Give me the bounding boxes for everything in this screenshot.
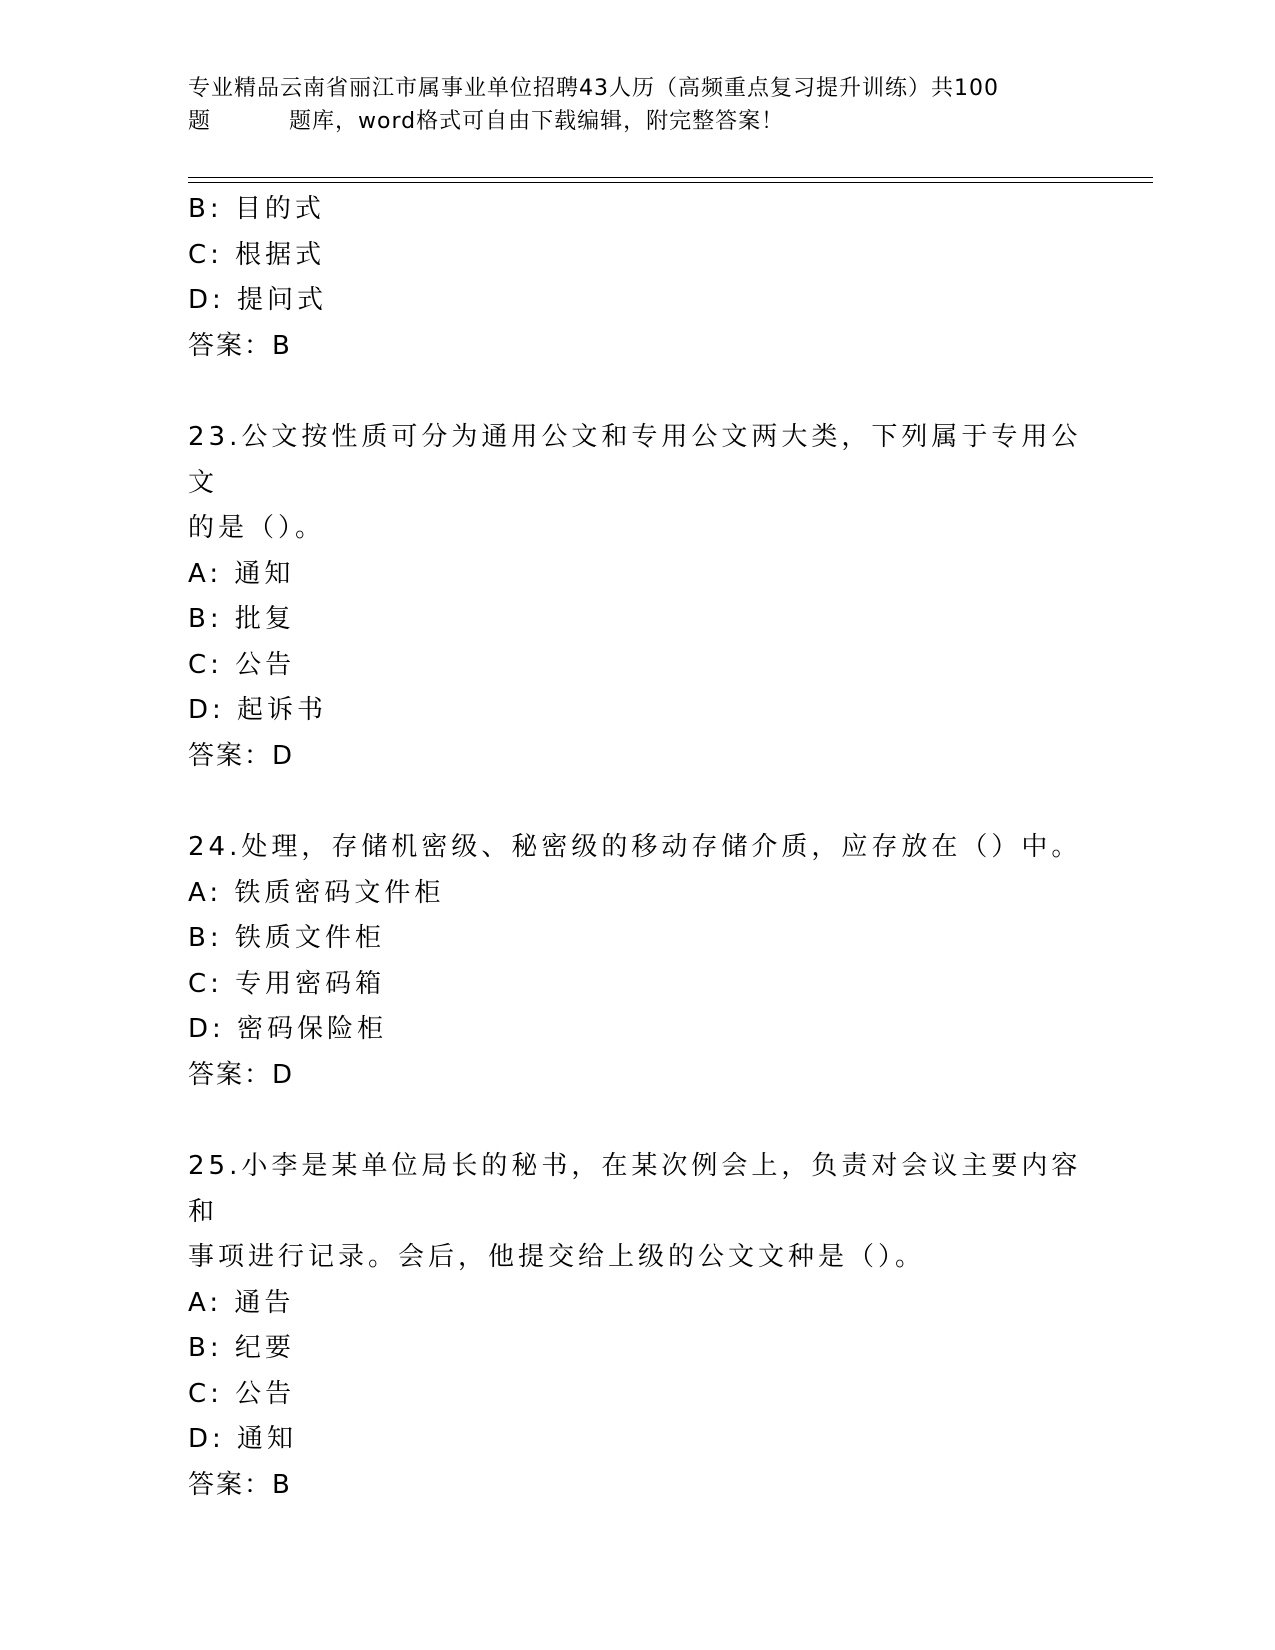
question-24 bbox=[188, 825, 1088, 1098]
option-d: D: 提问式 bbox=[188, 285, 328, 315]
header-divider-bottom bbox=[188, 182, 1153, 183]
answer-label: 答案：D bbox=[188, 1059, 295, 1090]
option-d: D: 密码保险柜 bbox=[188, 1014, 388, 1044]
question-stem: 23.公文按性质可分为通用公文和专用公文两大类，下列属于专用公文 bbox=[188, 422, 1082, 498]
option-a: A: 通知 bbox=[188, 558, 295, 589]
option-a: A: 通告 bbox=[188, 1287, 295, 1318]
question-list bbox=[188, 187, 1088, 1508]
question-23 bbox=[188, 415, 1088, 779]
header-subtitle: 题库，word格式可自由下载编辑，附完整答案！ bbox=[289, 109, 785, 134]
answer-label: 答案：D bbox=[188, 740, 295, 771]
option-d: D: 通知 bbox=[188, 1424, 298, 1454]
question-22-continued bbox=[188, 187, 1088, 369]
option-b: B: 目的式 bbox=[188, 194, 325, 224]
header-title-fragment: 题 bbox=[188, 109, 212, 134]
answer-label: 答案：B bbox=[188, 1469, 292, 1500]
question-stem: 25.小李是某单位局长的秘书，在某次例会上，负责对会议主要内容和 bbox=[188, 1151, 1082, 1227]
option-d: D: 起诉书 bbox=[188, 695, 328, 725]
header-divider-top bbox=[188, 177, 1153, 178]
option-c: C: 根据式 bbox=[188, 239, 326, 270]
option-b: B: 铁质文件柜 bbox=[188, 923, 385, 953]
question-stem-continued: 事项进行记录。会后，他提交给上级的公文文种是（）。 bbox=[188, 1242, 926, 1272]
option-c: C: 公告 bbox=[188, 649, 296, 680]
header-title-line2 bbox=[188, 105, 1088, 138]
option-c: C: 专用密码箱 bbox=[188, 968, 386, 999]
question-stem: 24.处理，存储机密级、秘密级的移动存储介质，应存放在（）中。 bbox=[188, 832, 1082, 862]
document-header bbox=[188, 72, 1088, 138]
option-b: B: 纪要 bbox=[188, 1333, 295, 1363]
header-title-line1: 专业精品云南省丽江市属事业单位招聘43人历（高频重点复习提升训练）共100 bbox=[188, 76, 999, 101]
option-c: C: 公告 bbox=[188, 1378, 296, 1409]
option-b: B: 批复 bbox=[188, 604, 295, 634]
option-a: A: 铁质密码文件柜 bbox=[188, 877, 445, 908]
answer-label: 答案：B bbox=[188, 330, 292, 361]
question-25 bbox=[188, 1144, 1088, 1508]
question-stem-continued: 的是（）。 bbox=[188, 513, 326, 543]
